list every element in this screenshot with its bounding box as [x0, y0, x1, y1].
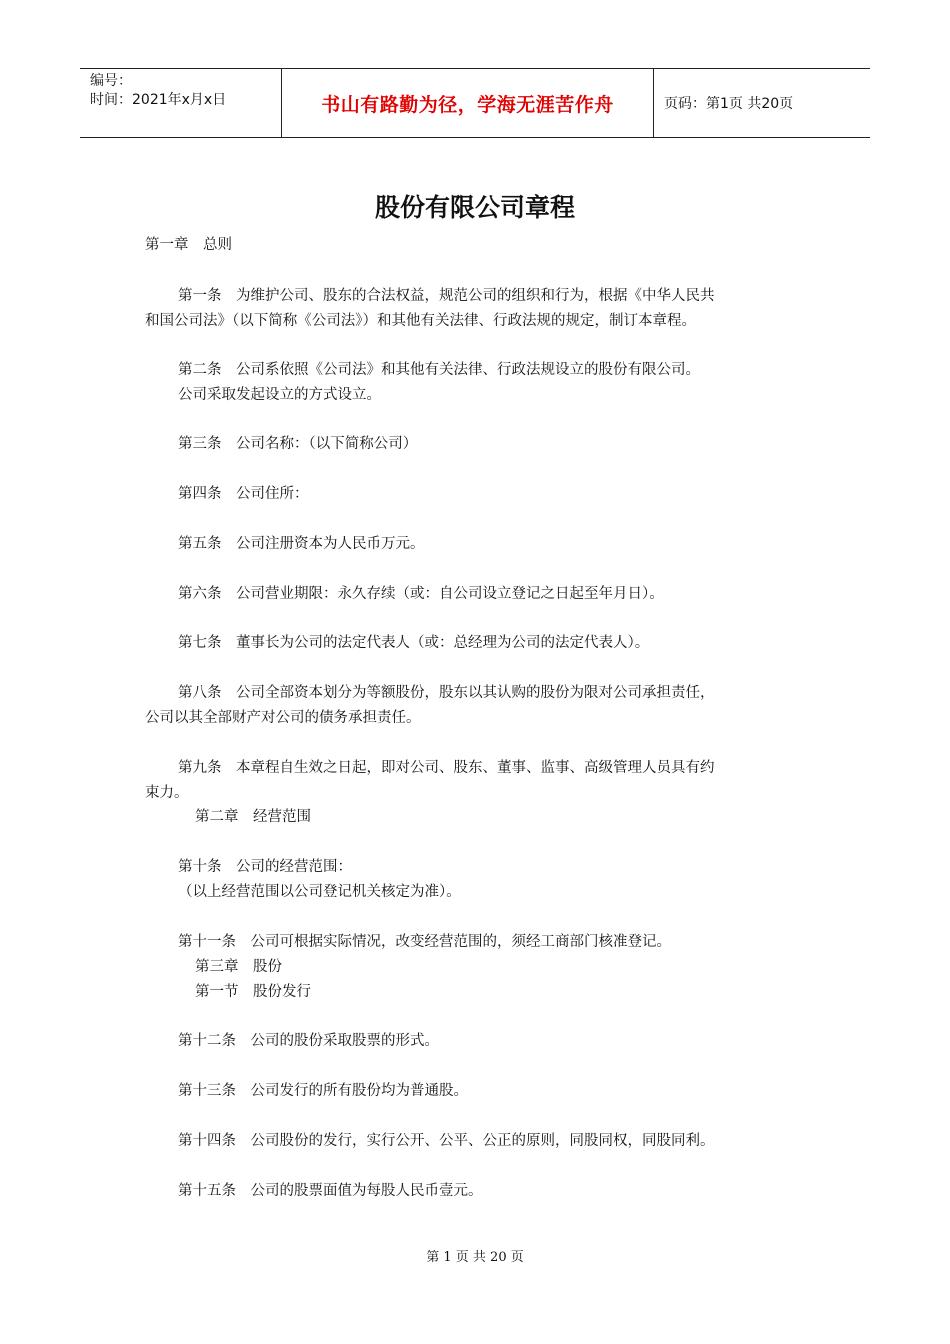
chapter-heading: 第三章 股份 — [195, 959, 282, 975]
document-time-label: 时间：2021年x月x日 — [90, 92, 227, 108]
article-line: 公司采取发起设立的方式设立。 — [178, 387, 381, 403]
article-line: 束力。 — [145, 785, 189, 801]
article-line: 第七条 董事长为公司的法定代表人（或：总经理为公司的法定代表人）。 — [178, 635, 650, 651]
article-line: 第五条 公司注册资本为人民币万元。 — [178, 536, 425, 552]
page-footer: 第 1 页 共 20 页 — [426, 1250, 524, 1265]
header-motto: 书山有路勤为径，学海无涯苦作舟 — [282, 69, 654, 137]
article-line: 第九条 本章程自生效之日起，即对公司、股东、董事、监事、高级管理人员具有约 — [178, 760, 715, 776]
article-line: 第八条 公司全部资本划分为等额股份，股东以其认购的股份为限对公司承担责任， — [178, 685, 715, 701]
article-line: 第十三条 公司发行的所有股份均为普通股。 — [178, 1083, 468, 1099]
header-page-info: 页码：第1页 共20页 — [664, 96, 794, 112]
article-line: 公司以其全部财产对公司的债务承担责任。 — [145, 710, 421, 726]
article-line: 第十条 公司的经营范围： — [178, 859, 352, 875]
document-title: 股份有限公司章程 — [374, 193, 575, 222]
chapter-heading: 第一章 总则 — [145, 237, 232, 253]
article-line: 和国公司法》（以下简称《公司法》）和其他有关法律、行政法规的规定，制订本章程。 — [145, 313, 696, 329]
section-heading: 第一节 股份发行 — [195, 984, 311, 1000]
header-meta — [80, 69, 282, 137]
article-line: 第三条 公司名称：（以下简称公司） — [178, 436, 418, 452]
page-header — [80, 68, 870, 138]
article-line: 第十一条 公司可根据实际情况，改变经营范围的，须经工商部门核准登记。 — [178, 934, 671, 950]
chapter-heading: 第二章 经营范围 — [195, 809, 311, 825]
article-line: 第十二条 公司的股份采取股票的形式。 — [178, 1033, 439, 1049]
article-line: 第一条 为维护公司、股东的合法权益，规范公司的组织和行为，根据《中华人民共 — [178, 288, 715, 304]
document-number-label: 编号： — [90, 73, 132, 89]
article-line: 第四条 公司住所： — [178, 486, 309, 502]
article-line: 第十五条 公司的股票面值为每股人民币壹元。 — [178, 1183, 483, 1199]
article-line: 第十四条 公司股份的发行，实行公开、公平、公正的原则，同股同权，同股同利。 — [178, 1133, 715, 1149]
article-line: 第二条 公司系依照《公司法》和其他有关法律、行政法规设立的股份有限公司。 — [178, 362, 700, 378]
article-line: （以上经营范围以公司登记机关核定为准）。 — [178, 884, 461, 900]
article-line: 第六条 公司营业期限：永久存续（或：自公司设立登记之日起至年月日）。 — [178, 586, 664, 602]
